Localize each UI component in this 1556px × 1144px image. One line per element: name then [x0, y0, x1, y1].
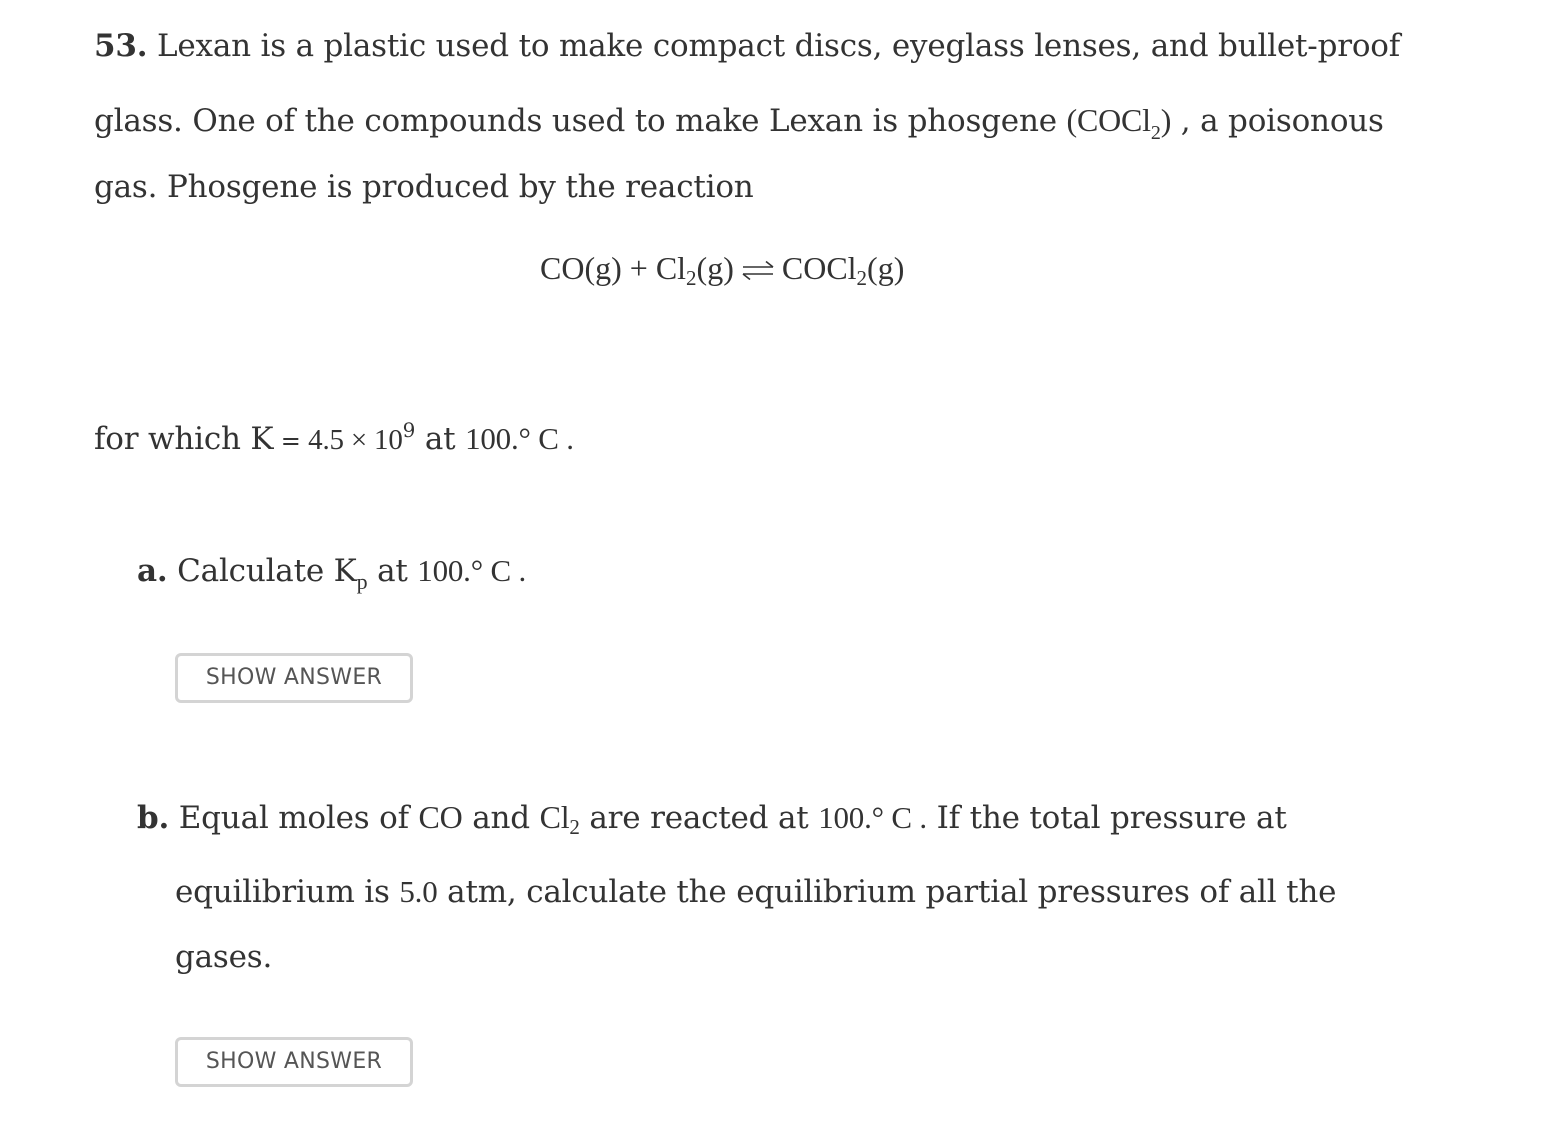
- part-b-cl: Cl: [539, 799, 570, 835]
- k-value: 4.5 × 10: [308, 424, 403, 456]
- intro-text-3: gas. Phosgene is produced by the reaction: [94, 169, 754, 205]
- part-a-subscript: p: [356, 569, 368, 594]
- intro-text-1: Lexan is a plastic used to make compact discs, eyeglass lenses, and bullet-proof: [157, 28, 1401, 64]
- k-text: for which K: [94, 421, 274, 457]
- part-b-text-2: equilibrium is: [175, 874, 400, 910]
- show-answer-button-b[interactable]: SHOW ANSWER: [175, 1037, 413, 1087]
- part-a-question: [137, 551, 526, 594]
- intro-text-2: glass. One of the compounds used to make Lexan is phosgene: [94, 103, 1067, 139]
- show-answer-button-a[interactable]: SHOW ANSWER: [175, 653, 413, 703]
- part-b-label: b.: [137, 800, 170, 836]
- k-exponent: 9: [402, 418, 416, 442]
- part-b-text-3: gases.: [175, 939, 273, 975]
- intro-text-2-post: , a poisonous: [1171, 103, 1384, 139]
- part-a-temperature: 100.° C .: [417, 553, 527, 588]
- equation-product-state: (g): [867, 250, 905, 286]
- part-a-text: Calculate K: [167, 553, 357, 589]
- part-b-text-1-post: If the total pressure at: [926, 800, 1287, 836]
- part-b-co: CO: [418, 799, 463, 835]
- formula-close: ): [1160, 102, 1172, 138]
- part-b-text-1: Equal moles of: [169, 800, 419, 836]
- part-b-line-1: [137, 797, 1287, 841]
- part-b-line-2: [175, 872, 1336, 912]
- problem-intro-line-3: [94, 167, 754, 207]
- k-equals: =: [273, 427, 309, 455]
- part-a-label: a.: [137, 553, 168, 589]
- problem-intro-line-2: [94, 100, 1384, 145]
- equation-reactants: CO(g) + Cl: [540, 250, 687, 286]
- equation-product-subscript: 2: [856, 266, 868, 290]
- reaction-equation: [540, 248, 904, 292]
- equation-reactant-subscript: 2: [686, 266, 697, 290]
- formula-open: (COCl: [1066, 102, 1151, 138]
- part-b-and: and: [462, 800, 540, 836]
- equilibrium-arrows-icon: [740, 260, 776, 280]
- part-a-at: at: [367, 553, 418, 589]
- part-b-pressure: 5.0: [399, 874, 438, 909]
- k-temperature: 100.° C .: [465, 421, 574, 456]
- part-b-cl-subscript: 2: [569, 815, 580, 839]
- equation-product: COCl: [781, 250, 857, 286]
- formula-subscript: 2: [1150, 122, 1161, 144]
- part-b-line-3: [175, 937, 272, 977]
- k-value-line: [94, 419, 574, 462]
- k-at: at: [415, 421, 466, 457]
- part-b-text-2-post: atm, calculate the equilibrium partial pressures of all the: [437, 874, 1337, 910]
- part-b-temperature: 100.° C .: [818, 800, 927, 835]
- problem-intro-line-1: [94, 26, 1400, 66]
- part-b-reacted-at: are reacted at: [579, 800, 819, 836]
- problem-number: 53.: [94, 28, 148, 64]
- equation-reactant-state: (g): [696, 250, 734, 286]
- phosgene-formula: [1066, 102, 1172, 144]
